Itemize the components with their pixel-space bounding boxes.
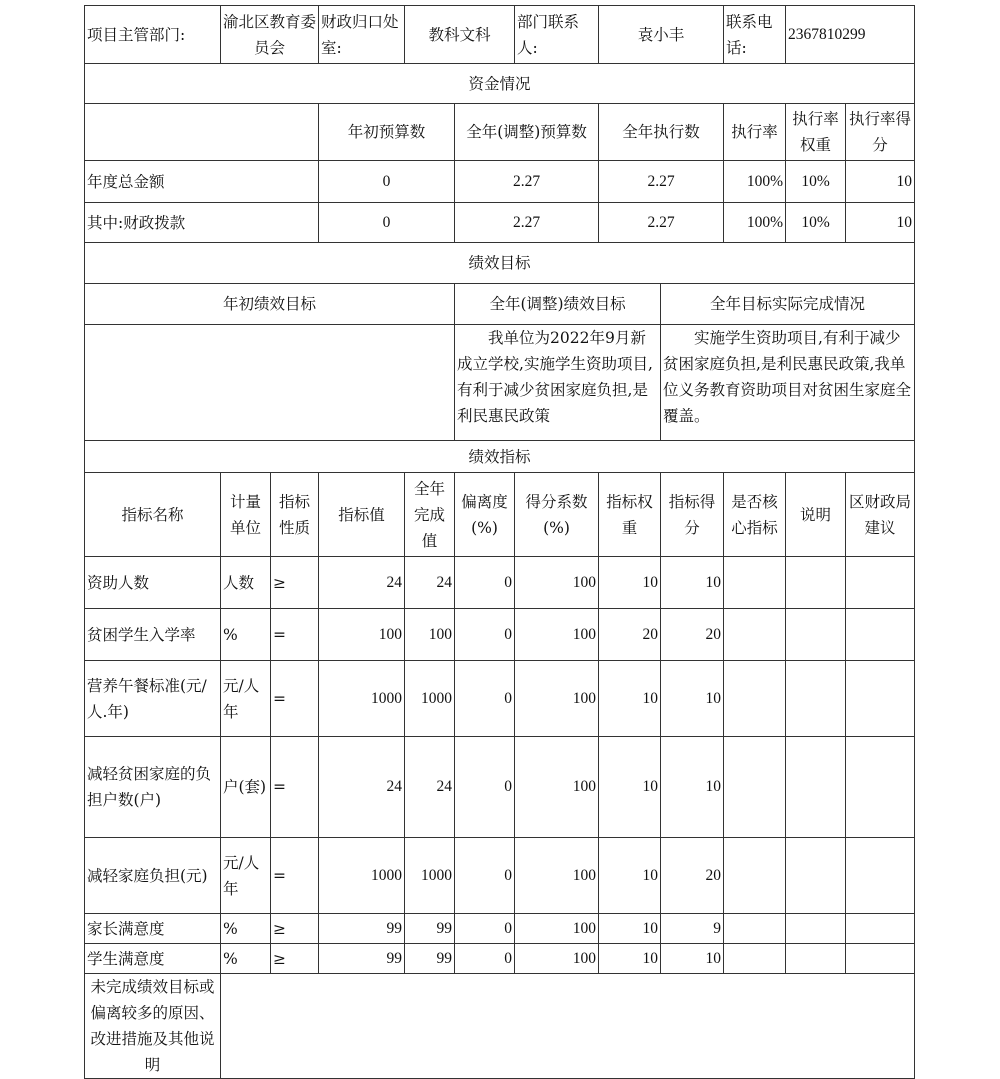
ind-unit: 元/人年 <box>221 661 271 737</box>
ind-weight: 10 <box>599 661 661 737</box>
ind-deviation: 0 <box>455 914 515 944</box>
ind-weight: 10 <box>599 838 661 914</box>
table-row <box>85 838 915 914</box>
ind-name: 学生满意度 <box>85 944 221 974</box>
ind-coef: 100 <box>515 944 599 974</box>
ind-note <box>786 838 846 914</box>
ind-note <box>786 557 846 609</box>
ind-actual: 24 <box>405 557 455 609</box>
funds-row-label: 年度总金额 <box>85 161 319 203</box>
col-executed: 全年执行数 <box>599 104 724 161</box>
funds-executed: 2.27 <box>599 161 724 203</box>
col-rate: 执行率 <box>724 104 786 161</box>
ind-nature: = <box>271 737 319 838</box>
funds-header-blank <box>85 104 319 161</box>
ind-nature: = <box>271 609 319 661</box>
ind-target: 24 <box>319 737 405 838</box>
ind-nature: ≥ <box>271 944 319 974</box>
ind-score: 10 <box>661 944 724 974</box>
ind-target: 1000 <box>319 838 405 914</box>
ind-deviation: 0 <box>455 944 515 974</box>
ind-name: 减轻贫困家庭的负担户数(户) <box>85 737 221 838</box>
footer-label: 未完成绩效目标或偏离较多的原因、改进措施及其他说明 <box>85 974 221 1079</box>
ind-name: 贫困学生入学率 <box>85 609 221 661</box>
header-info-row <box>85 6 915 64</box>
goals-section-row <box>85 243 915 284</box>
funds-rate: 100% <box>724 203 786 243</box>
ind-nature: ≥ <box>271 914 319 944</box>
col-budget-initial: 年初预算数 <box>319 104 455 161</box>
ind-core <box>724 914 786 944</box>
ind-coef: 100 <box>515 557 599 609</box>
funds-weight: 10% <box>786 203 846 243</box>
ind-score: 9 <box>661 914 724 944</box>
ind-actual: 24 <box>405 737 455 838</box>
phone-value: 2367810299 <box>786 6 915 64</box>
ind-col-actual: 全年完成值 <box>405 473 455 557</box>
ind-actual: 100 <box>405 609 455 661</box>
goals-section-title: 绩效目标 <box>85 243 915 284</box>
phone-label: 联系电话: <box>724 6 786 64</box>
ind-weight: 10 <box>599 944 661 974</box>
funds-row <box>85 161 915 203</box>
indicators-header-row <box>85 473 915 557</box>
goals-col-initial: 年初绩效目标 <box>85 284 455 325</box>
ind-note <box>786 944 846 974</box>
ind-score: 10 <box>661 737 724 838</box>
ind-col-nature: 指标性质 <box>271 473 319 557</box>
ind-weight: 10 <box>599 737 661 838</box>
footer-row <box>85 974 915 1079</box>
ind-coef: 100 <box>515 737 599 838</box>
ind-target: 99 <box>319 944 405 974</box>
funds-row <box>85 203 915 243</box>
table-row <box>85 944 915 974</box>
funds-adjusted: 2.27 <box>455 161 599 203</box>
col-weight: 执行率权重 <box>786 104 846 161</box>
ind-name: 家长满意度 <box>85 914 221 944</box>
table-row <box>85 557 915 609</box>
ind-core <box>724 838 786 914</box>
goals-adjusted-text: 我单位为2022年9月新成立学校,实施学生资助项目,有利于减少贫困家庭负担,是利民惠民政策 <box>455 325 661 441</box>
dept-label: 项目主管部门: <box>85 6 221 64</box>
ind-advice <box>846 944 915 974</box>
ind-advice <box>846 838 915 914</box>
ind-score: 10 <box>661 661 724 737</box>
contact-value: 袁小丰 <box>599 6 724 64</box>
ind-actual: 99 <box>405 944 455 974</box>
ind-note <box>786 737 846 838</box>
funds-section-title: 资金情况 <box>85 64 915 104</box>
funds-weight: 10% <box>786 161 846 203</box>
ind-unit: 户(套) <box>221 737 271 838</box>
ind-unit: 元/人年 <box>221 838 271 914</box>
col-score: 执行率得分 <box>846 104 915 161</box>
goals-content-row <box>85 325 915 441</box>
ind-score: 20 <box>661 609 724 661</box>
goals-header-row <box>85 284 915 325</box>
ind-score: 10 <box>661 557 724 609</box>
funds-initial: 0 <box>319 203 455 243</box>
ind-unit: 人数 <box>221 557 271 609</box>
ind-weight: 20 <box>599 609 661 661</box>
indicators-section-row <box>85 441 915 473</box>
ind-name: 减轻家庭负担(元) <box>85 838 221 914</box>
funds-initial: 0 <box>319 161 455 203</box>
ind-actual: 1000 <box>405 661 455 737</box>
ind-actual: 1000 <box>405 838 455 914</box>
ind-col-unit: 计量单位 <box>221 473 271 557</box>
ind-core <box>724 661 786 737</box>
ind-coef: 100 <box>515 609 599 661</box>
dept-value: 渝北区教育委员会 <box>221 6 319 64</box>
table-row <box>85 914 915 944</box>
table-row <box>85 661 915 737</box>
performance-evaluation-table <box>84 5 915 1079</box>
ind-coef: 100 <box>515 661 599 737</box>
ind-col-core: 是否核心指标 <box>724 473 786 557</box>
ind-advice <box>846 557 915 609</box>
ind-target: 99 <box>319 914 405 944</box>
ind-target: 1000 <box>319 661 405 737</box>
ind-nature: = <box>271 661 319 737</box>
funds-executed: 2.27 <box>599 203 724 243</box>
ind-score: 20 <box>661 838 724 914</box>
ind-col-weight: 指标权重 <box>599 473 661 557</box>
ind-name: 营养午餐标准(元/人.年) <box>85 661 221 737</box>
ind-unit: % <box>221 944 271 974</box>
ind-col-advice: 区财政局建议 <box>846 473 915 557</box>
indicators-section-title: 绩效指标 <box>85 441 915 473</box>
ind-unit: % <box>221 914 271 944</box>
ind-advice <box>846 737 915 838</box>
ind-deviation: 0 <box>455 609 515 661</box>
ind-target: 100 <box>319 609 405 661</box>
ind-deviation: 0 <box>455 737 515 838</box>
ind-col-deviation: 偏离度(%) <box>455 473 515 557</box>
ind-name: 资助人数 <box>85 557 221 609</box>
ind-weight: 10 <box>599 557 661 609</box>
ind-target: 24 <box>319 557 405 609</box>
footer-value <box>221 974 915 1079</box>
ind-col-name: 指标名称 <box>85 473 221 557</box>
funds-row-label: 其中:财政拨款 <box>85 203 319 243</box>
ind-coef: 100 <box>515 914 599 944</box>
ind-deviation: 0 <box>455 557 515 609</box>
ind-core <box>724 944 786 974</box>
ind-weight: 10 <box>599 914 661 944</box>
table-row <box>85 737 915 838</box>
ind-advice <box>846 661 915 737</box>
ind-unit: % <box>221 609 271 661</box>
goals-actual-text: 实施学生资助项目,有利于减少贫困家庭负担,是利民惠民政策,我单位义务教育资助项目对贫困生家庭全覆盖。 <box>661 325 915 441</box>
office-value: 教科文科 <box>405 6 515 64</box>
ind-note <box>786 609 846 661</box>
ind-core <box>724 557 786 609</box>
funds-section-row <box>85 64 915 104</box>
ind-advice <box>846 609 915 661</box>
ind-note <box>786 914 846 944</box>
ind-note <box>786 661 846 737</box>
ind-deviation: 0 <box>455 838 515 914</box>
ind-col-score: 指标得分 <box>661 473 724 557</box>
ind-col-note: 说明 <box>786 473 846 557</box>
ind-core <box>724 609 786 661</box>
goals-col-actual: 全年目标实际完成情况 <box>661 284 915 325</box>
ind-nature: ≥ <box>271 557 319 609</box>
office-label: 财政归口处室: <box>319 6 405 64</box>
funds-rate: 100% <box>724 161 786 203</box>
funds-header-row <box>85 104 915 161</box>
funds-adjusted: 2.27 <box>455 203 599 243</box>
ind-advice <box>846 914 915 944</box>
contact-label: 部门联系人: <box>515 6 599 64</box>
ind-core <box>724 737 786 838</box>
ind-deviation: 0 <box>455 661 515 737</box>
goals-initial-text <box>85 325 455 441</box>
col-budget-adjusted: 全年(调整)预算数 <box>455 104 599 161</box>
ind-col-target: 指标值 <box>319 473 405 557</box>
table-row <box>85 609 915 661</box>
ind-nature: = <box>271 838 319 914</box>
funds-score: 10 <box>846 203 915 243</box>
ind-actual: 99 <box>405 914 455 944</box>
ind-col-coef: 得分系数(%) <box>515 473 599 557</box>
funds-score: 10 <box>846 161 915 203</box>
goals-col-adjusted: 全年(调整)绩效目标 <box>455 284 661 325</box>
ind-coef: 100 <box>515 838 599 914</box>
